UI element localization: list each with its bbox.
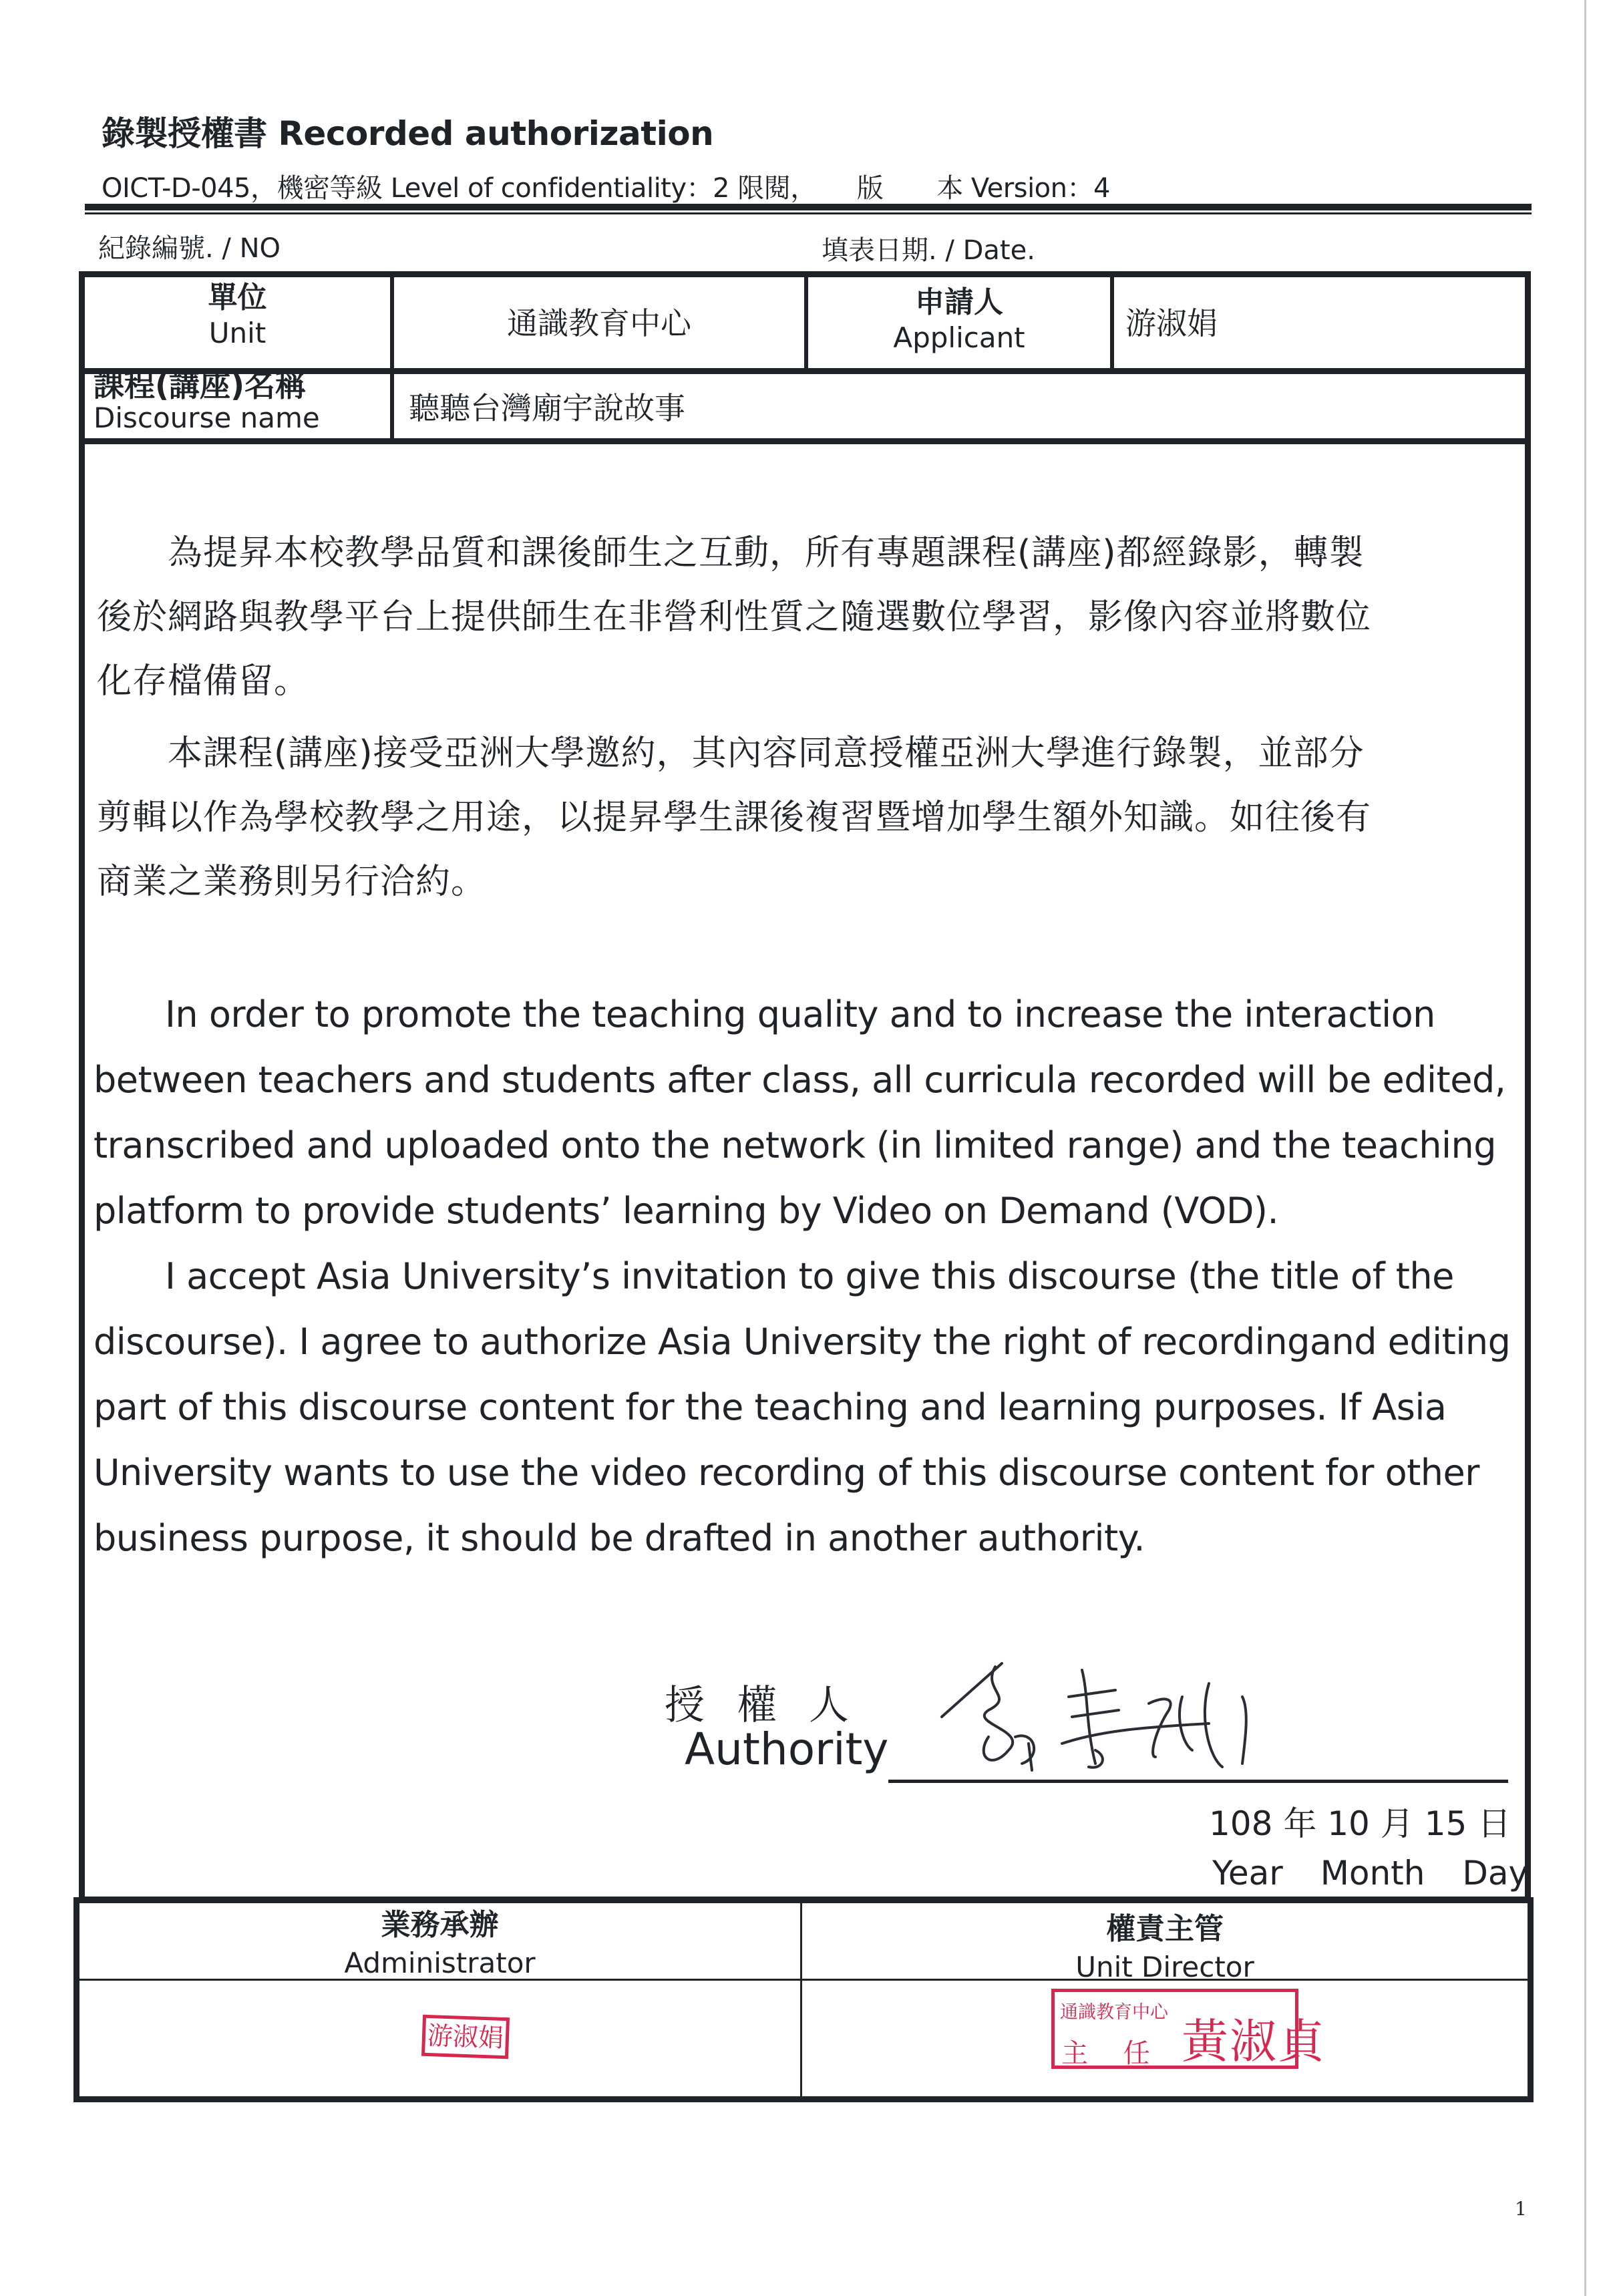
applicant-label-zh: 申請人 <box>915 285 1003 319</box>
en-p2-line-1: I accept Asia University’s invitation to give this discourse (the title of the <box>94 1255 1454 1297</box>
date-labels-en: Year Month Day <box>1212 1854 1529 1893</box>
applicant-value: 游淑娟 <box>1125 305 1218 341</box>
header-divider-thin <box>85 212 1532 214</box>
date-day-unit: 日 <box>1477 1804 1511 1843</box>
en-p1-line-1: In order to promote the teaching quality and to increase the interaction <box>94 993 1435 1035</box>
record-number-label: 紀錄編號. / NO <box>98 233 281 264</box>
fill-date-label: 填表日期. / Date. <box>822 235 1035 266</box>
director-seal-stamp <box>1051 1989 1326 2069</box>
zh-paragraph-1 <box>97 521 1506 713</box>
date-year: 108 <box>1209 1804 1273 1843</box>
en-p1-line-3: transcribed and uploaded onto the network (in limited range) and the teaching <box>94 1124 1496 1166</box>
discourse-label-zh: 課程(講座)名稱 <box>94 367 307 403</box>
en-p2-line-4: University wants to use the video recording of this discourse content for other <box>94 1452 1479 1494</box>
en-p2-line-5: business purpose, it should be drafted in another authority. <box>94 1517 1145 1559</box>
director-stamp-role: 主 任 <box>1061 2038 1150 2069</box>
en-p2-line-2: discourse). I agree to authorize Asia University the right of recordingand editing <box>94 1321 1511 1363</box>
administrator-label-zh: 業務承辦 <box>381 1908 499 1942</box>
zh-p2-line-1: 本課程(講座)接受亞洲大學邀約，其內容同意授權亞洲大學進行錄製，並部分 <box>97 733 1365 774</box>
confidentiality-level: 機密等級 Level of confidentiality：2 限閱， <box>277 173 817 204</box>
director-stamp-name: 黃淑貞 <box>1182 2014 1326 2069</box>
administrator-seal-stamp: 游淑娟 <box>421 2015 510 2059</box>
header-divider <box>85 204 1532 210</box>
zh-p2-line-2: 剪輯以作為學校教學之用途，以提昇學生課後複習暨增加學生額外知識。如往後有 <box>97 798 1372 838</box>
authority-label-zh: 授權人 <box>665 1682 881 1729</box>
col-divider-3 <box>1110 274 1114 371</box>
row-divider-2 <box>79 438 1531 444</box>
document-meta <box>102 167 1110 205</box>
authority-label-en: Authority <box>685 1724 889 1775</box>
applicant-label <box>808 284 1110 356</box>
administrator-label-en: Administrator <box>344 1947 536 1980</box>
discourse-label-en: Discourse name <box>94 401 320 434</box>
administrator-label <box>79 1905 800 1983</box>
applicant-label-en: Applicant <box>893 321 1025 354</box>
unit-label-en: Unit <box>208 317 266 349</box>
zh-p1-line-1: 為提昇本校教學品質和課後師生之互動，所有專題課程(講座)都經錄影，轉製 <box>97 533 1365 573</box>
zh-p1-line-3: 化存檔備留。 <box>97 661 310 701</box>
discourse-label <box>94 369 320 434</box>
date-month: 10 <box>1327 1804 1370 1843</box>
date-month-unit: 月 <box>1380 1804 1414 1843</box>
document-title: 錄製授權書 Recorded authorization <box>102 114 714 153</box>
page-number: 1 <box>1515 2198 1527 2220</box>
en-p1-line-4: platform to provide students’ learning by Video on Demand (VOD). <box>94 1190 1279 1232</box>
handwritten-signature <box>928 1657 1329 1784</box>
unit-label <box>85 279 390 351</box>
date-day: 15 <box>1424 1804 1467 1843</box>
version-label-part1: 版 <box>856 173 884 204</box>
unit-value: 通識教育中心 <box>507 305 691 341</box>
date-year-unit: 年 <box>1283 1804 1317 1843</box>
en-p2-line-3: part of this discourse content for the teaching and learning purposes. If Asia <box>94 1386 1447 1428</box>
document-code: OICT-D-045， <box>102 173 277 204</box>
version-label-part2: 本 Version：4 <box>936 173 1110 204</box>
director-stamp-unit: 通識教育中心 <box>1060 2002 1168 2023</box>
zh-p1-line-2: 後於網路與教學平台上提供師生在非營利性質之隨選數位學習，影像內容並將數位 <box>97 597 1372 637</box>
zh-paragraph-2 <box>97 721 1506 914</box>
signature-line <box>888 1780 1508 1783</box>
unit-label-zh: 單位 <box>208 281 267 315</box>
signature-date <box>1209 1797 1511 1845</box>
discourse-value: 聽聽台灣廟宇說故事 <box>409 390 685 426</box>
director-label <box>802 1909 1528 1987</box>
scan-artifact-line <box>1584 0 1586 2296</box>
director-label-en: Unit Director <box>1075 1951 1254 1984</box>
en-paragraph-2 <box>94 1244 1509 1571</box>
zh-p2-line-3: 商業之業務則另行洽約。 <box>97 862 487 902</box>
en-paragraph-1 <box>94 982 1509 1244</box>
en-p1-line-2: between teachers and students after class, all curricula recorded will be edited, <box>94 1059 1506 1101</box>
director-label-zh: 權責主管 <box>1106 1912 1224 1946</box>
